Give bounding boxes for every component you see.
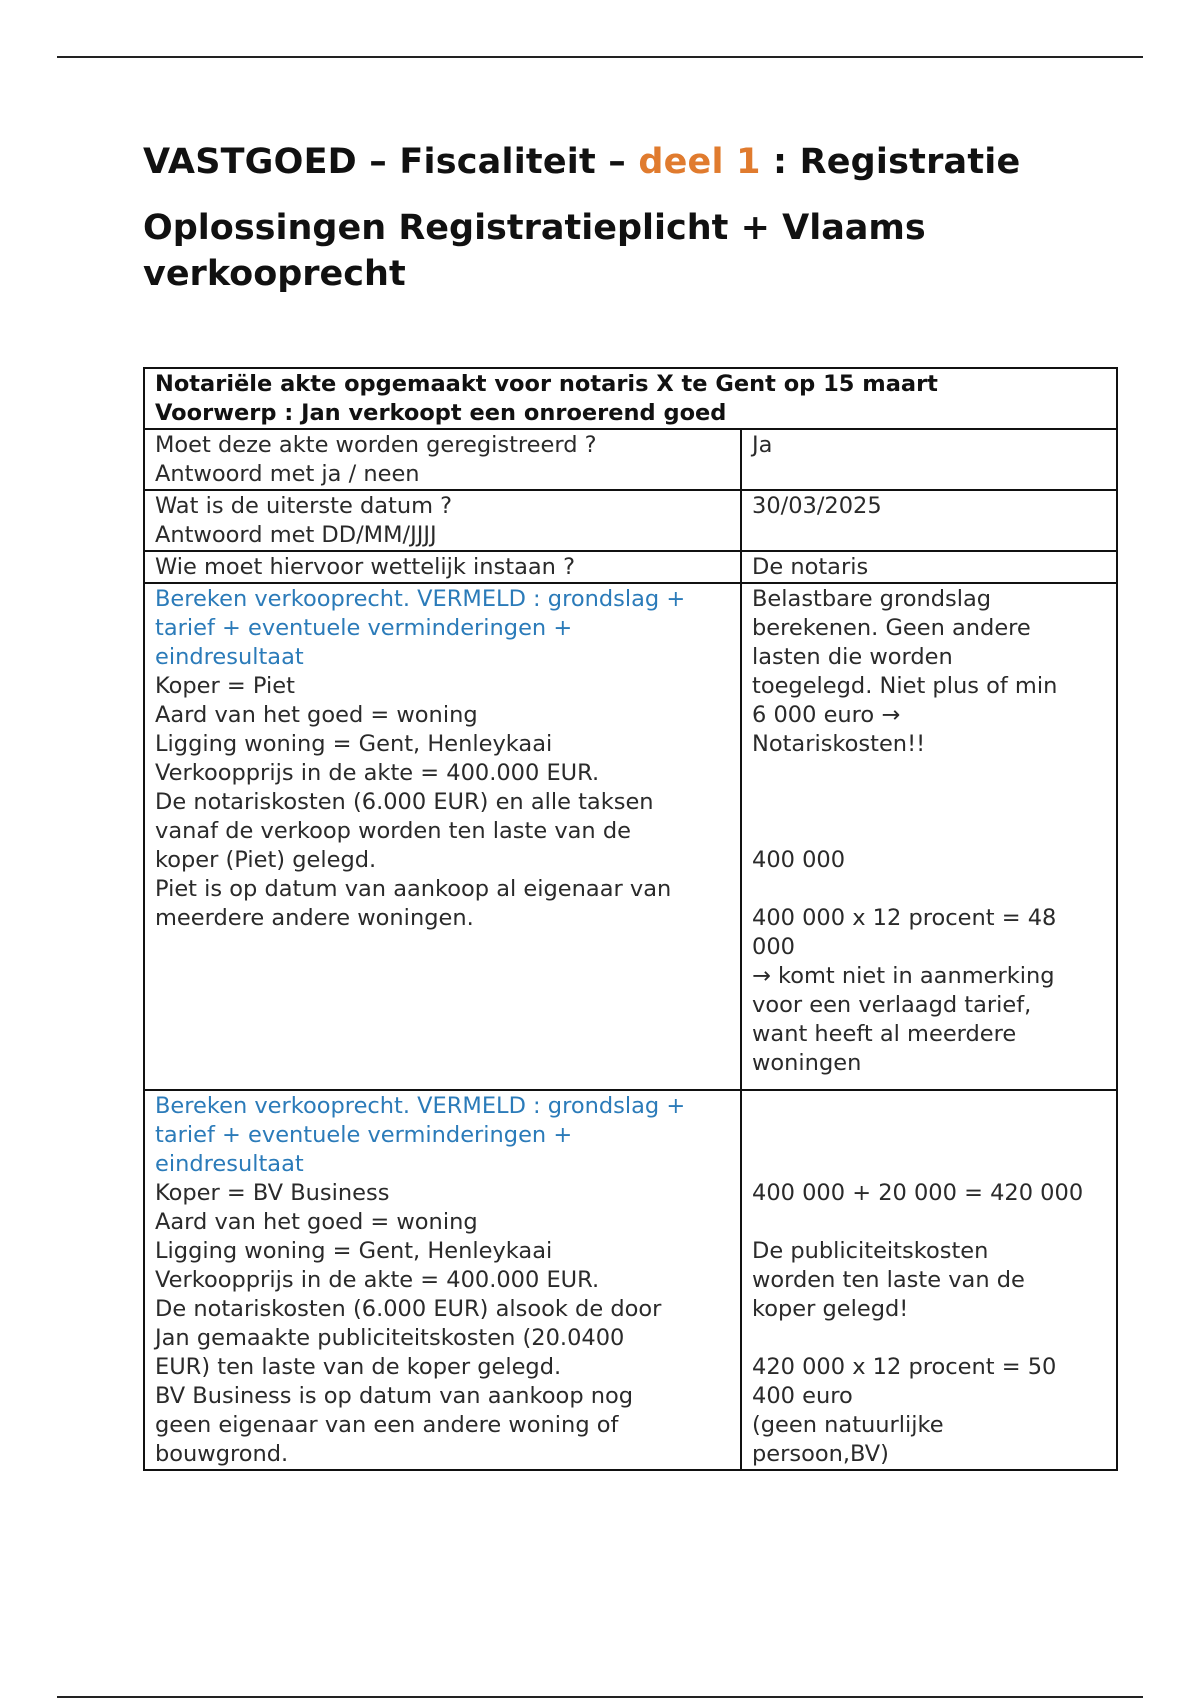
table-row [144, 490, 1117, 551]
question-cell [144, 583, 741, 1090]
question-text: Wie moet hiervoor wettelijk instaan ? [155, 554, 576, 580]
spacer [752, 759, 1106, 788]
answer-note-line: worden ten laste van de [752, 1267, 1025, 1293]
case-detail-line: meerdere andere woningen. [155, 905, 474, 931]
question-cell [144, 1090, 741, 1470]
answer-calc-line: (geen natuurlijke [752, 1412, 944, 1438]
spacer [752, 817, 1106, 846]
answer-text: Ja [752, 432, 773, 458]
case-detail-line: Piet is op datum van aankoop al eigenaar van [155, 876, 672, 902]
spacer [752, 1092, 1106, 1121]
answer-calc-line: woningen [752, 1050, 862, 1076]
question-text: Moet deze akte worden geregistreerd ? [155, 432, 597, 458]
question-prompt-line: eindresultaat [155, 644, 304, 670]
question-prompt-line: tarief + eventuele verminderingen + [155, 615, 573, 641]
case-detail-line: Verkoopprijs in de akte = 400.000 EUR. [155, 760, 600, 786]
page-subtitle: Oplossingen Registratieplicht + Vlaams verkooprecht [143, 208, 926, 294]
bottom-rule [57, 1696, 1143, 1698]
top-rule [57, 56, 1143, 58]
case-detail-line: Ligging woning = Gent, Henleykaai [155, 731, 553, 757]
title-accent: deel 1 [638, 142, 761, 182]
answer-cell [741, 490, 1117, 551]
table-row [144, 429, 1117, 490]
spacer [752, 875, 1106, 904]
answer-cell [741, 583, 1117, 1090]
case-detail-line: Koper = Piet [155, 673, 295, 699]
answer-base: 400 000 [752, 847, 846, 873]
table-heading-cell [144, 368, 1117, 429]
answer-cell [741, 551, 1117, 583]
page-title [143, 142, 1020, 182]
case-detail-line: De notariskosten (6.000 EUR) alsook de door [155, 1296, 662, 1322]
answer-calc-line: voor een verlaagd tarief, [752, 992, 1032, 1018]
answer-note-line: Notariskosten!! [752, 731, 926, 757]
case-detail-line: EUR) ten laste van de koper gelegd. [155, 1354, 562, 1380]
spacer [752, 1208, 1106, 1237]
answer-note-line: De publiciteitskosten [752, 1238, 989, 1264]
answer-cell [741, 1090, 1117, 1470]
case-detail-line: Aard van het goed = woning [155, 702, 478, 728]
case-detail-line: Verkoopprijs in de akte = 400.000 EUR. [155, 1267, 600, 1293]
case-detail-line: koper (Piet) gelegd. [155, 847, 377, 873]
answer-calc-line: → komt niet in aanmerking [752, 963, 1055, 989]
case-detail-line: Aard van het goed = woning [155, 1209, 478, 1235]
answer-note-line: toegelegd. Niet plus of min [752, 673, 1058, 699]
title-prefix: VASTGOED – Fiscaliteit – [143, 142, 639, 182]
answer-note-line: 6 000 euro → [752, 702, 901, 728]
answer-calc-line: 420 000 x 12 procent = 50 [752, 1354, 1057, 1380]
table-heading-row [144, 368, 1117, 429]
answer-text: De notaris [752, 554, 869, 580]
table-row [144, 551, 1117, 583]
table-row [144, 1090, 1117, 1470]
question-prompt-line: Bereken verkooprecht. VERMELD : grondslag + [155, 586, 686, 612]
answer-calc-line: want heeft al meerdere [752, 1021, 1017, 1047]
question-instruction: Antwoord met ja / neen [155, 461, 420, 487]
heading-line-deed: Notariële akte opgemaakt voor notaris X te Gent op 15 maart [155, 371, 938, 397]
case-detail-line: geen eigenaar van een andere woning of [155, 1412, 619, 1438]
answer-calc-line: persoon,BV) [752, 1441, 889, 1467]
title-suffix: : Registratie [760, 142, 1021, 182]
question-cell [144, 429, 741, 490]
question-prompt-line: tarief + eventuele verminderingen + [155, 1122, 573, 1148]
case-detail-line: Koper = BV Business [155, 1180, 390, 1206]
heading-line-subject: Voorwerp : Jan verkoopt een onroerend goed [155, 400, 727, 426]
spacer [752, 1150, 1106, 1179]
question-prompt-line: eindresultaat [155, 1151, 304, 1177]
spacer [752, 1324, 1106, 1353]
answer-calc-line: 400 euro [752, 1383, 853, 1409]
exercise-table [143, 367, 1118, 1471]
table-row [144, 583, 1117, 1090]
question-instruction: Antwoord met DD/MM/JJJJ [155, 522, 437, 548]
case-detail-line: bouwgrond. [155, 1441, 289, 1467]
question-cell [144, 551, 741, 583]
question-text: Wat is de uiterste datum ? [155, 493, 453, 519]
question-cell [144, 490, 741, 551]
question-prompt-line: Bereken verkooprecht. VERMELD : grondslag + [155, 1093, 686, 1119]
case-detail-line: Jan gemaakte publiciteitskosten (20.0400 [155, 1325, 625, 1351]
answer-note-line: lasten die worden [752, 644, 953, 670]
answer-note-line: berekenen. Geen andere [752, 615, 1031, 641]
answer-calc-line: 000 [752, 934, 795, 960]
answer-calc-line: 400 000 x 12 procent = 48 [752, 905, 1057, 931]
case-detail-line: De notariskosten (6.000 EUR) en alle taksen [155, 789, 654, 815]
case-detail-line: Ligging woning = Gent, Henleykaai [155, 1238, 553, 1264]
answer-note-line: koper gelegd! [752, 1296, 909, 1322]
answer-base: 400 000 + 20 000 = 420 000 [752, 1180, 1084, 1206]
spacer [752, 1121, 1106, 1150]
case-detail-line: BV Business is op datum van aankoop nog [155, 1383, 634, 1409]
spacer [752, 788, 1106, 817]
answer-note-line: Belastbare grondslag [752, 586, 992, 612]
answer-text: 30/03/2025 [752, 493, 882, 519]
case-detail-line: vanaf de verkoop worden ten laste van de [155, 818, 631, 844]
answer-cell [741, 429, 1117, 490]
